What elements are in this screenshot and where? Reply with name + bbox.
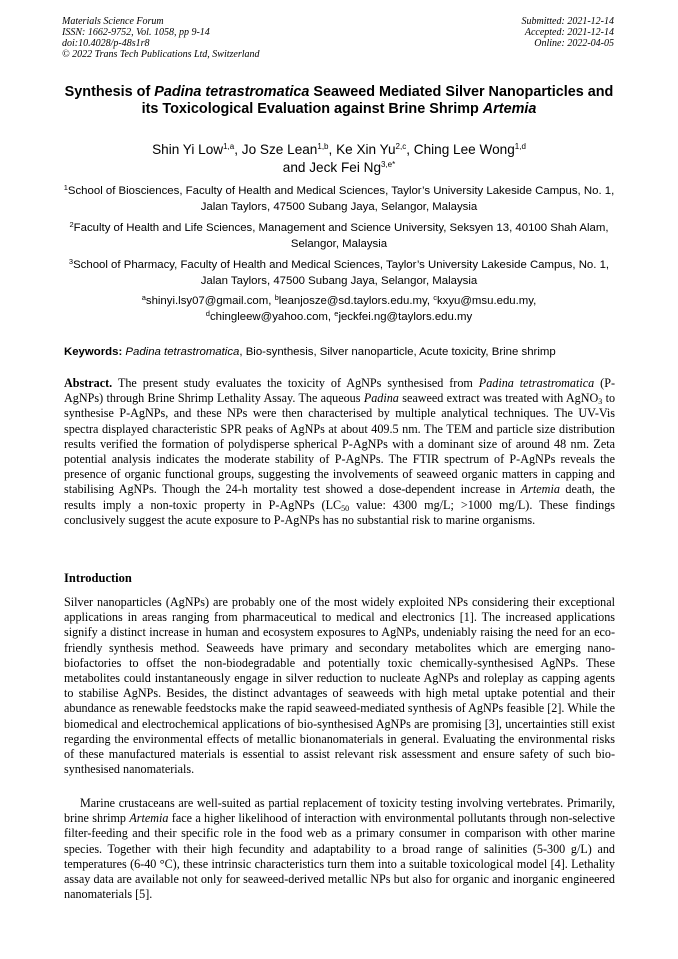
- author-affil-ref: 3,e*: [381, 160, 396, 169]
- paragraph-italic: Artemia: [129, 811, 169, 826]
- title-text: Synthesis of: [64, 84, 155, 100]
- author-affil-ref: 2,c: [395, 142, 407, 151]
- journal-name: Materials Science Forum: [62, 16, 164, 27]
- section-heading-introduction: Introduction: [64, 571, 132, 585]
- separator: ,: [327, 311, 335, 323]
- journal-copyright: © 2022 Trans Tech Publications Ltd, Switzerland: [62, 49, 260, 60]
- email-ref: d: [205, 309, 210, 318]
- separator: and: [282, 160, 310, 175]
- email-link[interactable]: chingleew@yahoo.com: [209, 311, 328, 323]
- keywords: [64, 345, 618, 359]
- affiliation-number: 2: [69, 220, 74, 229]
- paper-title: [62, 84, 616, 118]
- abstract-italic: Padina: [363, 391, 399, 406]
- abstract-text: death, the results imply a non-toxic property in P-AgNPs (LC: [64, 482, 615, 512]
- journal-doi[interactable]: doi:10.4028/p-48s1r8: [62, 38, 150, 49]
- affiliation-text: School of Pharmacy, Faculty of Health and Medical Sciences, Taylor’s University Lakeside Campus, No. 1, Jalan Taylors, 47500 Subang Jaya, Selangor, Malaysia: [73, 259, 610, 287]
- author-affil-ref: 1,a: [223, 142, 235, 151]
- email-link[interactable]: kxyu@msu.edu.my: [436, 295, 534, 307]
- author-name: Jo Sze Lean: [241, 142, 318, 157]
- author-name: Jeck Fei Ng: [309, 160, 381, 175]
- title-species: Padina tetrastromatica: [154, 84, 310, 100]
- email-list: $^a$shinyi.lsy07@gmail.com, $^b$leanjosze@sd.taylors.edu.my, $^c$kxyu@msu.edu.my, $^d$chingleew@yahoo.com, $^e$jeckfei.ng@taylors.edu.my: [141, 293, 537, 323]
- abstract-text: seaweed extract was treated with AgNO: [398, 391, 599, 406]
- author-affil-ref: 1,b: [317, 142, 329, 151]
- intro-paragraph-2: [64, 796, 615, 902]
- keywords-label: Keywords:: [64, 346, 123, 358]
- affiliation-2: [62, 220, 616, 252]
- separator: ,: [268, 295, 275, 307]
- separator: ,: [328, 142, 337, 157]
- author-name: Ching Lee Wong: [413, 142, 515, 157]
- email-ref: c: [433, 293, 437, 302]
- email-ref: a: [141, 293, 146, 302]
- publication-dates: [522, 16, 615, 49]
- author-list: [62, 141, 616, 177]
- affiliation-text: School of Biosciences, Faculty of Health and Medical Sciences, Taylor’s University Lakeside Campus, No. 1, Jalan Taylors, 47500 Subang Jaya, Selangor, Malaysia: [67, 185, 615, 213]
- keywords-text: , Bio-synthesis, Silver nanoparticle, Acute toxicity, Brine shrimp: [239, 346, 556, 358]
- title-text: Seaweed Mediated Silver Nanoparticles and its Toxicological Evaluation against Brine Shrimp: [141, 84, 614, 117]
- abstract: [64, 376, 615, 528]
- abstract-text: The present study evaluates the toxicity of AgNPs synthesised from: [112, 376, 479, 390]
- journal-info: [62, 16, 260, 60]
- email-ref: b: [274, 293, 279, 302]
- author-affil-ref: 1,d: [514, 142, 526, 151]
- email-link[interactable]: jeckfei.ng@taylors.edu.my: [338, 311, 473, 323]
- affiliation-number: 3: [68, 257, 74, 266]
- date-submitted: Submitted: 2021-12-14: [521, 16, 614, 27]
- abstract-italic: Artemia: [520, 482, 560, 497]
- keyword-species: Padina tetrastromatica: [125, 346, 240, 358]
- separator: ,: [406, 142, 414, 157]
- affiliation-text: Faculty of Health and Life Sciences, Management and Science University, Seksyen 13, 40100 Shah Alam, Selangor, Malaysia: [73, 222, 609, 250]
- subscript: 50: [341, 503, 350, 513]
- affiliation-3: [62, 257, 616, 289]
- subscript: 3: [598, 397, 603, 407]
- abstract-label: Abstract.: [64, 376, 113, 390]
- author-name: Ke Xin Yu: [336, 142, 396, 157]
- paragraph-text: Marine crustaceans are well-suited as partial replacement of toxicity testing involving vertebrates. Primarily, brine shrimp: [64, 796, 615, 826]
- affiliation-1: [62, 183, 616, 215]
- paragraph-text: face a higher likelihood of interaction with environmental pollutants through non-selective filter-feeding and their specific role in the food web as a primary consumer in comparison with other marine species. Together with their high fecundity and adaptability to a broad range of salinities (5-300 g/L) and temperatures (6-40 °C), these intrinsic characteristics turn them into a suitable toxicological model [4]. Lethality assay data are available not only for seaweed-derived metallic NPs but also for organic and inorganic engineered nanomaterials [5].: [64, 811, 615, 902]
- email-ref: e: [334, 309, 339, 318]
- date-accepted: Accepted: 2021-12-14: [524, 27, 614, 38]
- abstract-text: (P-AgNPs) through Brine Shrimp Lethality Assay. The aqueous: [64, 376, 615, 406]
- email-link[interactable]: leanjosze@sd.taylors.edu.my: [278, 295, 427, 307]
- abstract-italic: Padina tetrastromatica: [478, 376, 595, 390]
- separator: ,: [426, 295, 434, 307]
- date-online: Online: 2022-04-05: [534, 38, 614, 49]
- affiliation-number: 1: [63, 183, 68, 192]
- author-name: Shin Yi Low: [152, 142, 224, 157]
- separator: ,: [234, 142, 242, 157]
- abstract-text: value: 4300 mg/L; >1000 mg/L). These findings conclusively suggest the acute exposure to P-AgNPs has no substantial risk to marine organisms.: [64, 497, 615, 527]
- title-genus: Artemia: [482, 101, 537, 117]
- email-link[interactable]: shinyi.lsy07@gmail.com: [145, 295, 269, 307]
- journal-issn: ISSN: 1662-9752, Vol. 1058, pp 9-14: [62, 27, 210, 38]
- intro-paragraph-1: Silver nanoparticles (AgNPs) are probably one of the most widely exploited NPs considering their exceptional applications in areas ranging from pharmaceutical to medical and electronics [1]. The increased applications signify a distinct increase in human and ecosystem exposures to AgNPs, undeniably raising the need for an eco-friendly synthesis method. Seaweeds have primary and secondary metabolites which are emerging nano-biofactories to offset the non-biodegradable and potentially toxic chemically-synthesised AgNPs. These metabolites could instantaneously engage in silver reduction to nucleate AgNPs and roleplay as capping agents to stabilise AgNPs. Besides, the distinct advantages of seaweeds with high metal uptake potential and their abundance as renewable feedstocks make the rapid seaweed-mediated synthesis of AgNPs feasible [2]. While the biomedical and electrochemical applications of bio-synthesised AgNPs are promising [3], uncertainties still exist regarding the environmental effects of metallic bionanomaterials in general. Evaluating the environmental risks of these manufactured materials is essential to assist relevant risk assessment and ensure safety of such bio-synthesised nanomaterials.: [64, 595, 615, 777]
- abstract-text: to synthesise P-AgNPs, and these NPs were then characterised by multiple analytical techniques. The UV-Vis spectra displayed characteristic SPR peaks of AgNPs at about 409.5 nm. The TEM and particle size distribution results verified the formation of polydisperse spherical P-AgNPs with a dominant size of around 48 nm. Zeta potential analysis indicates the moderate stability of P-AgNPs. The FTIR spectrum of P-AgNPs reveals the presence of organic functional groups, suggesting the involvements of seaweed organic matters in capping and stabilising AgNPs. Though the 24-h mortality test showed a dose-dependent increase in: [64, 391, 616, 497]
